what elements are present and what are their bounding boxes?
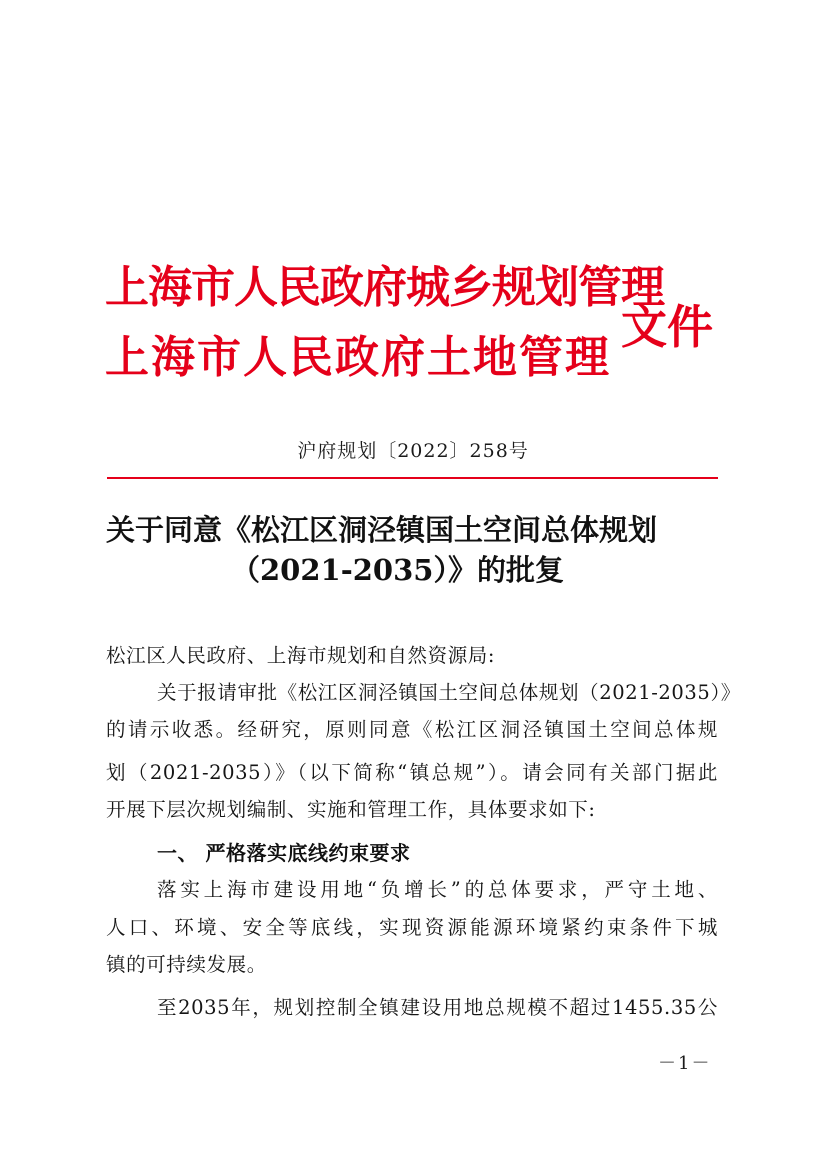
paragraph-1-line: 的请示收悉。经研究，原则同意《松江区洞泾镇国土空间总体规 [106, 718, 718, 741]
red-header-divider [107, 477, 718, 479]
paragraph-1-line: 关于报请审批《松江区洞泾镇国土空间总体规划（2021-2035）》 [157, 681, 741, 704]
document-title-line-2: （2021-2035）》的批复 [231, 553, 564, 587]
paragraph-2-line: 人口、环境、安全等底线，实现资源能源环境紧约束条件下城 [106, 916, 718, 939]
paragraph-2-line: 镇的可持续发展。 [106, 953, 267, 976]
section-heading: 一、 严格落实底线约束要求 [157, 841, 411, 865]
document-title-line-1: 关于同意《松江区洞泾镇国土空间总体规划 [106, 513, 658, 547]
paragraph-3-line: 至2035年，规划控制全镇建设用地总规模不超过1455.35公 [157, 996, 718, 1019]
paragraph-1-line: 划（2021-2035）》（以下简称“镇总规”）。请会同有关部门据此 [106, 761, 718, 784]
issuing-authority-line-2: 上海市人民政府土地管理 [105, 332, 611, 383]
document-type-suffix: 文件 [621, 300, 713, 354]
paragraph-1-line: 开展下层次规划编制、实施和管理工作，具体要求如下: [106, 798, 596, 821]
document-number: 沪府规划〔2022〕258号 [297, 440, 529, 462]
salutation: 松江区人民政府、上海市规划和自然资源局: [106, 644, 496, 667]
issuing-authority-line-1: 上海市人民政府城乡规划管理 [105, 262, 664, 313]
paragraph-2-line: 落实上海市建设用地“负增长”的总体要求，严守土地、 [157, 878, 718, 901]
page-number: －1－ [658, 1053, 712, 1074]
